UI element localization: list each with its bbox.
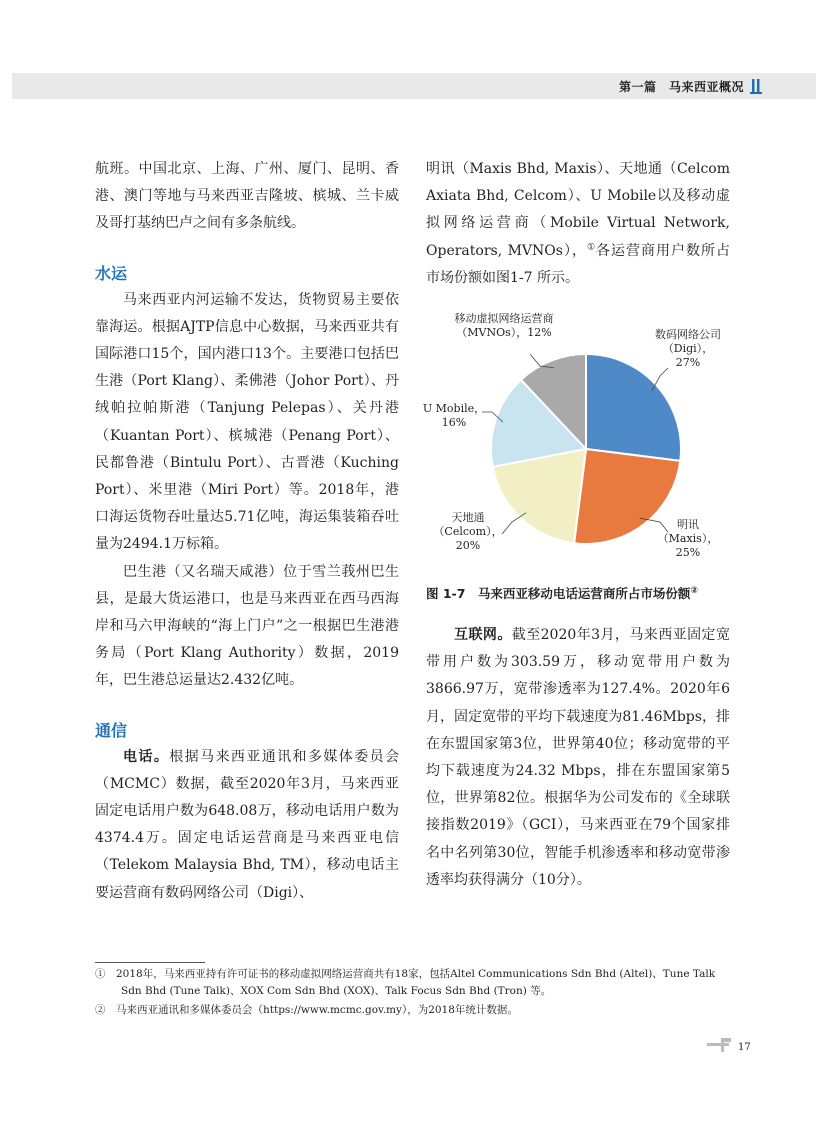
internet-lead: 互联网。 (454, 627, 512, 643)
footnote-2-mark: ② (95, 1004, 106, 1016)
right-column-top (426, 156, 730, 292)
operators-tail: 各运营商用户数所占市场份额如图1-7 所示。 (426, 242, 731, 286)
figure-caption-text: 图 1-7 马来西亚移动电话运营商所占市场份额 (426, 586, 691, 601)
water-paragraph-1: 马来西亚内河运输不发达，货物贸易主要依靠海运。根据AJTP信息中心数据，马来西亚共有国际港口15个，国内港口13个。主要港口包括巴生港（Port Klang）、柔佛港（Johor Port）、丹绒帕拉帕斯港（Tanjung Pelepas）、关丹港（Kuantan Port）、槟城港（Penang Port）、民都鲁港（Bintulu Port）、古晋港（Kuching Port）、米里港（Miri Port）等。2018年，港口海运货物吞吐量达5.71亿吨，海运集装箱吞吐量为2494.1万标箱。 (95, 291, 399, 553)
pie-slice-label: 数码网络公司（Digi）， 27% (655, 328, 721, 369)
page-flag-icon (707, 1036, 735, 1056)
pie-slice-label: 天地通（Celcom）， 20% (433, 511, 503, 552)
pie-chart-svg (420, 296, 740, 576)
operators-paragraph (426, 156, 730, 292)
footnote-1 (95, 966, 735, 1000)
right-column-bottom (426, 622, 730, 894)
footnote-1-mark: ① (95, 968, 106, 980)
footnotes (95, 966, 735, 1021)
pie-slice (574, 449, 680, 544)
water-paragraph-2: 巴生港（又名瑞天咸港）位于雪兰莪州巴生县，是最大货运港口，也是马来西亚在西马西海岸和马六甲海峡的“海上门户”之一根据巴生港港务局（Port Klang Authority）数据，2019年，巴生港总运量达2.432亿吨。 (95, 563, 399, 689)
section-heading-water: 水运 (95, 263, 128, 283)
page-number: 17 (738, 1042, 751, 1053)
footnote-2 (95, 1002, 735, 1019)
running-header: 第一篇 马来西亚概况 (618, 80, 744, 94)
pie-slice (586, 354, 681, 461)
footnote-2-text: 马来西亚通讯和多媒体委员会（https://www.mcmc.gov.my），为2018年统计数据。 (116, 1004, 518, 1016)
pie-slice-label: 移动虚拟网络运营商（MVNOs），12% (454, 312, 554, 339)
section-heading-telecom: 通信 (95, 720, 128, 740)
phone-lead: 电话。 (123, 748, 170, 765)
left-column (95, 156, 399, 907)
footnote-ref-2: ② (690, 585, 699, 596)
figure-caption (426, 584, 736, 602)
operators-text: 明讯（Maxis Bhd, Maxis）、天地通（Celcom Axiata Bhd, Celcom）、U Mobile以及移动虚拟网络运营商（Mobile Virtual Network, Operators, MVNOs）， (426, 161, 730, 259)
footnote-ref-1: ① (586, 241, 597, 252)
phone-text: 根据马来西亚通讯和多媒体委员会（MCMC）数据，截至2020年3月，马来西亚固定电话用户数为648.08万，移动电话用户数为4374.4万。固定电话运营商是马来西亚电信（Telekom Malaysia Bhd, TM），移动电话主要运营商有数码网络公司（Digi）、 (95, 748, 400, 901)
telecom-paragraph (95, 744, 399, 907)
pie-slice-label: 明讯（Maxis）， 25% (657, 518, 719, 559)
pie-chart (420, 296, 740, 576)
internet-paragraph (426, 622, 730, 894)
book-mark-icon (750, 78, 764, 95)
pie-slice-label: U Mobile， 16% (422, 402, 486, 429)
intro-paragraph: 航班。中国北京、上海、广州、厦门、昆明、香港、澳门等地与马来西亚吉隆坡、槟城、兰卡威及哥打基纳巴卢之间有多条航线。 (95, 161, 399, 232)
footnote-1-text: 2018年，马来西亚持有许可证书的移动虚拟网络运营商共有18家，包括Altel Communications Sdn Bhd (Altel)、Tune Talk Sdn Bhd (Tune Talk)、XOX Com Sdn Bhd (XOX)、Talk Focus Sdn Bhd (Tron) 等。 (116, 968, 716, 997)
internet-text: 截至2020年3月，马来西亚固定宽带用户数为303.59万，移动宽带用户数为3866.97万，宽带渗透率为127.4%。2020年6月，固定宽带的平均下载速度为81.46Mbps，排在东盟国家第3位，世界第40位；移动宽带的平均下载速度为24.32 Mbps，排在东盟国家第5位，世界第82位。根据华为公司发布的《全球联接指数2019》（GCI），马来西亚在79个国家排名中名列第30位，智能手机渗透率和移动宽带渗透率均获得满分（10分）。 (426, 627, 731, 888)
footnote-divider (95, 962, 205, 963)
